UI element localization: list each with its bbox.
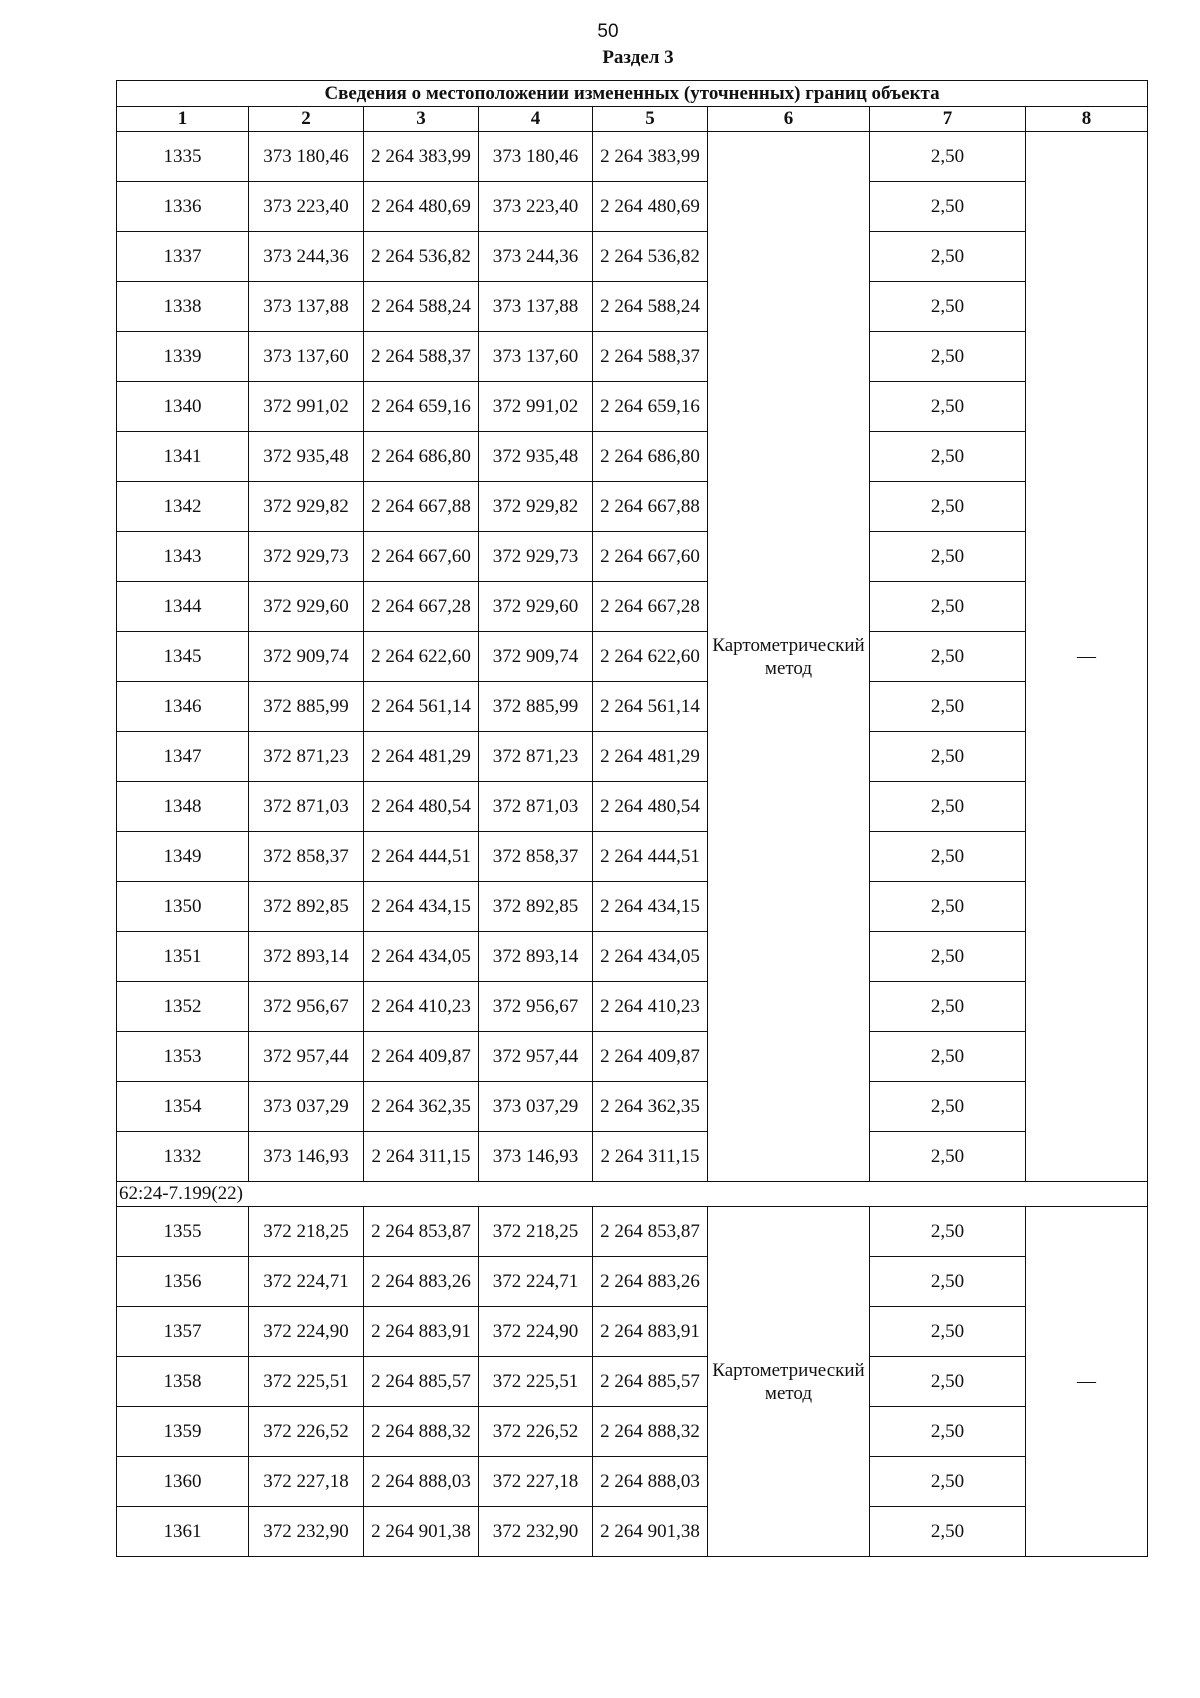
precision-cell: 2,50 — [870, 1082, 1026, 1132]
y-new-cell: 2 264 588,37 — [593, 332, 708, 382]
y-new-cell: 2 264 622,60 — [593, 632, 708, 682]
y-new-cell: 2 264 883,91 — [593, 1307, 708, 1357]
x-existing-cell: 372 956,67 — [249, 982, 364, 1032]
x-new-cell: 373 037,29 — [479, 1082, 593, 1132]
x-existing-cell: 373 037,29 — [249, 1082, 364, 1132]
x-new-cell: 373 137,88 — [479, 282, 593, 332]
y-existing-cell: 2 264 481,29 — [364, 732, 479, 782]
y-existing-cell: 2 264 434,05 — [364, 932, 479, 982]
y-existing-cell: 2 264 383,99 — [364, 132, 479, 182]
y-new-cell: 2 264 444,51 — [593, 832, 708, 882]
y-new-cell: 2 264 667,28 — [593, 582, 708, 632]
point-number-cell: 1340 — [117, 382, 249, 432]
y-existing-cell: 2 264 311,15 — [364, 1132, 479, 1182]
y-existing-cell: 2 264 588,37 — [364, 332, 479, 382]
x-new-cell: 372 232,90 — [479, 1507, 593, 1557]
table-row — [117, 932, 1148, 982]
x-existing-cell: 372 929,73 — [249, 532, 364, 582]
point-number-cell: 1332 — [117, 1132, 249, 1182]
x-new-cell: 372 885,99 — [479, 682, 593, 732]
x-new-cell: 373 180,46 — [479, 132, 593, 182]
y-existing-cell: 2 264 444,51 — [364, 832, 479, 882]
x-existing-cell: 372 929,82 — [249, 482, 364, 532]
precision-cell: 2,50 — [870, 182, 1026, 232]
y-existing-cell: 2 264 434,15 — [364, 882, 479, 932]
table-row — [117, 482, 1148, 532]
table-row — [117, 1082, 1148, 1132]
x-existing-cell: 372 893,14 — [249, 932, 364, 982]
x-existing-cell: 372 858,37 — [249, 832, 364, 882]
x-new-cell: 372 956,67 — [479, 982, 593, 1032]
x-new-cell: 372 871,03 — [479, 782, 593, 832]
point-number-cell: 1337 — [117, 232, 249, 282]
precision-cell: 2,50 — [870, 932, 1026, 982]
x-existing-cell: 372 991,02 — [249, 382, 364, 432]
column-header: 4 — [479, 107, 593, 132]
table-row — [117, 1357, 1148, 1407]
y-existing-cell: 2 264 885,57 — [364, 1357, 479, 1407]
y-existing-cell: 2 264 883,91 — [364, 1307, 479, 1357]
y-existing-cell: 2 264 362,35 — [364, 1082, 479, 1132]
x-existing-cell: 372 871,03 — [249, 782, 364, 832]
method-cell: Картометрический метод — [708, 132, 870, 1182]
point-number-cell: 1358 — [117, 1357, 249, 1407]
x-existing-cell: 372 225,51 — [249, 1357, 364, 1407]
point-number-cell: 1360 — [117, 1457, 249, 1507]
x-new-cell: 372 929,82 — [479, 482, 593, 532]
x-existing-cell: 372 227,18 — [249, 1457, 364, 1507]
point-number-cell: 1356 — [117, 1257, 249, 1307]
table-row — [117, 332, 1148, 382]
y-existing-cell: 2 264 888,03 — [364, 1457, 479, 1507]
point-number-cell: 1341 — [117, 432, 249, 482]
y-new-cell: 2 264 885,57 — [593, 1357, 708, 1407]
precision-cell: 2,50 — [870, 482, 1026, 532]
y-existing-cell: 2 264 901,38 — [364, 1507, 479, 1557]
precision-cell: 2,50 — [870, 1307, 1026, 1357]
table-row — [117, 532, 1148, 582]
point-number-cell: 1350 — [117, 882, 249, 932]
y-new-cell: 2 264 686,80 — [593, 432, 708, 482]
precision-cell: 2,50 — [870, 132, 1026, 182]
precision-cell: 2,50 — [870, 532, 1026, 582]
point-number-cell: 1346 — [117, 682, 249, 732]
x-new-cell: 372 929,60 — [479, 582, 593, 632]
point-number-cell: 1352 — [117, 982, 249, 1032]
table-body — [117, 132, 1148, 1557]
table-row — [117, 1507, 1148, 1557]
x-new-cell: 372 909,74 — [479, 632, 593, 682]
y-existing-cell: 2 264 888,32 — [364, 1407, 479, 1457]
x-new-cell: 373 146,93 — [479, 1132, 593, 1182]
table-row — [117, 132, 1148, 182]
precision-cell: 2,50 — [870, 732, 1026, 782]
table-row — [117, 682, 1148, 732]
x-existing-cell: 372 871,23 — [249, 732, 364, 782]
x-new-cell: 372 225,51 — [479, 1357, 593, 1407]
table-row — [117, 1132, 1148, 1182]
x-new-cell: 372 224,71 — [479, 1257, 593, 1307]
y-new-cell: 2 264 588,24 — [593, 282, 708, 332]
col8-cell: — — [1026, 1207, 1148, 1557]
y-new-cell: 2 264 561,14 — [593, 682, 708, 732]
table-caption: Сведения о местоположении измененных (уточненных) границ объекта — [117, 81, 1148, 107]
group-label: 62:24-7.199(22) — [117, 1182, 1148, 1207]
table-row — [117, 582, 1148, 632]
y-new-cell: 2 264 480,69 — [593, 182, 708, 232]
x-new-cell: 372 871,23 — [479, 732, 593, 782]
x-existing-cell: 372 885,99 — [249, 682, 364, 732]
x-existing-cell: 372 224,90 — [249, 1307, 364, 1357]
y-existing-cell: 2 264 536,82 — [364, 232, 479, 282]
y-new-cell: 2 264 536,82 — [593, 232, 708, 282]
column-header: 5 — [593, 107, 708, 132]
y-new-cell: 2 264 362,35 — [593, 1082, 708, 1132]
x-existing-cell: 372 224,71 — [249, 1257, 364, 1307]
y-existing-cell: 2 264 588,24 — [364, 282, 479, 332]
y-new-cell: 2 264 901,38 — [593, 1507, 708, 1557]
x-existing-cell: 373 223,40 — [249, 182, 364, 232]
boundary-coordinates-table — [116, 80, 1148, 1557]
table-row — [117, 382, 1148, 432]
page-number: 50 — [597, 21, 619, 42]
table-row — [117, 782, 1148, 832]
y-new-cell: 2 264 667,60 — [593, 532, 708, 582]
table-row — [117, 1257, 1148, 1307]
precision-cell: 2,50 — [870, 982, 1026, 1032]
y-new-cell: 2 264 434,05 — [593, 932, 708, 982]
point-number-cell: 1344 — [117, 582, 249, 632]
point-number-cell: 1347 — [117, 732, 249, 782]
point-number-cell: 1357 — [117, 1307, 249, 1357]
point-number-cell: 1339 — [117, 332, 249, 382]
table-row — [117, 282, 1148, 332]
column-header-row — [117, 107, 1148, 132]
x-new-cell: 372 991,02 — [479, 382, 593, 432]
x-new-cell: 373 223,40 — [479, 182, 593, 232]
point-number-cell: 1342 — [117, 482, 249, 532]
y-new-cell: 2 264 410,23 — [593, 982, 708, 1032]
point-number-cell: 1336 — [117, 182, 249, 232]
precision-cell: 2,50 — [870, 882, 1026, 932]
table-row — [117, 1307, 1148, 1357]
x-existing-cell: 373 180,46 — [249, 132, 364, 182]
table-row — [117, 832, 1148, 882]
y-new-cell: 2 264 409,87 — [593, 1032, 708, 1082]
precision-cell: 2,50 — [870, 1357, 1026, 1407]
x-new-cell: 372 935,48 — [479, 432, 593, 482]
y-new-cell: 2 264 481,29 — [593, 732, 708, 782]
precision-cell: 2,50 — [870, 382, 1026, 432]
x-new-cell: 372 957,44 — [479, 1032, 593, 1082]
y-new-cell: 2 264 888,03 — [593, 1457, 708, 1507]
table-row — [117, 882, 1148, 932]
point-number-cell: 1335 — [117, 132, 249, 182]
column-header: 7 — [870, 107, 1026, 132]
x-existing-cell: 372 929,60 — [249, 582, 364, 632]
precision-cell: 2,50 — [870, 232, 1026, 282]
table-row — [117, 1207, 1148, 1257]
column-header: 2 — [249, 107, 364, 132]
x-existing-cell: 373 146,93 — [249, 1132, 364, 1182]
x-existing-cell: 372 909,74 — [249, 632, 364, 682]
x-existing-cell: 372 892,85 — [249, 882, 364, 932]
precision-cell: 2,50 — [870, 282, 1026, 332]
x-existing-cell: 372 957,44 — [249, 1032, 364, 1082]
y-existing-cell: 2 264 409,87 — [364, 1032, 479, 1082]
column-header: 3 — [364, 107, 479, 132]
method-cell: Картометрический метод — [708, 1207, 870, 1557]
x-existing-cell: 372 218,25 — [249, 1207, 364, 1257]
column-header: 1 — [117, 107, 249, 132]
precision-cell: 2,50 — [870, 1207, 1026, 1257]
x-new-cell: 373 244,36 — [479, 232, 593, 282]
point-number-cell: 1361 — [117, 1507, 249, 1557]
col8-cell: — — [1026, 132, 1148, 1182]
y-existing-cell: 2 264 659,16 — [364, 382, 479, 432]
y-new-cell: 2 264 383,99 — [593, 132, 708, 182]
precision-cell: 2,50 — [870, 832, 1026, 882]
table-row — [117, 632, 1148, 682]
table-row — [117, 982, 1148, 1032]
y-existing-cell: 2 264 853,87 — [364, 1207, 479, 1257]
precision-cell: 2,50 — [870, 582, 1026, 632]
precision-cell: 2,50 — [870, 432, 1026, 482]
y-existing-cell: 2 264 480,69 — [364, 182, 479, 232]
precision-cell: 2,50 — [870, 1032, 1026, 1082]
column-header: 8 — [1026, 107, 1148, 132]
y-existing-cell: 2 264 667,88 — [364, 482, 479, 532]
x-existing-cell: 373 244,36 — [249, 232, 364, 282]
y-existing-cell: 2 264 667,28 — [364, 582, 479, 632]
precision-cell: 2,50 — [870, 682, 1026, 732]
x-existing-cell: 373 137,60 — [249, 332, 364, 382]
table-row — [117, 1457, 1148, 1507]
group-label-row — [117, 1182, 1148, 1207]
precision-cell: 2,50 — [870, 1407, 1026, 1457]
point-number-cell: 1349 — [117, 832, 249, 882]
precision-cell: 2,50 — [870, 1257, 1026, 1307]
x-new-cell: 372 892,85 — [479, 882, 593, 932]
precision-cell: 2,50 — [870, 782, 1026, 832]
table-row — [117, 232, 1148, 282]
point-number-cell: 1355 — [117, 1207, 249, 1257]
precision-cell: 2,50 — [870, 1507, 1026, 1557]
x-existing-cell: 372 935,48 — [249, 432, 364, 482]
y-new-cell: 2 264 434,15 — [593, 882, 708, 932]
table-row — [117, 1032, 1148, 1082]
precision-cell: 2,50 — [870, 1132, 1026, 1182]
table-row — [117, 732, 1148, 782]
y-existing-cell: 2 264 883,26 — [364, 1257, 479, 1307]
x-new-cell: 372 858,37 — [479, 832, 593, 882]
y-existing-cell: 2 264 686,80 — [364, 432, 479, 482]
point-number-cell: 1359 — [117, 1407, 249, 1457]
x-new-cell: 373 137,60 — [479, 332, 593, 382]
precision-cell: 2,50 — [870, 1457, 1026, 1507]
point-number-cell: 1345 — [117, 632, 249, 682]
x-existing-cell: 373 137,88 — [249, 282, 364, 332]
point-number-cell: 1343 — [117, 532, 249, 582]
x-new-cell: 372 226,52 — [479, 1407, 593, 1457]
x-existing-cell: 372 232,90 — [249, 1507, 364, 1557]
point-number-cell: 1353 — [117, 1032, 249, 1082]
table-row — [117, 1407, 1148, 1457]
point-number-cell: 1351 — [117, 932, 249, 982]
y-existing-cell: 2 264 667,60 — [364, 532, 479, 582]
y-existing-cell: 2 264 622,60 — [364, 632, 479, 682]
column-header: 6 — [708, 107, 870, 132]
x-new-cell: 372 893,14 — [479, 932, 593, 982]
y-new-cell: 2 264 311,15 — [593, 1132, 708, 1182]
x-new-cell: 372 929,73 — [479, 532, 593, 582]
section-title: Раздел 3 — [602, 47, 674, 68]
x-existing-cell: 372 226,52 — [249, 1407, 364, 1457]
point-number-cell: 1354 — [117, 1082, 249, 1132]
y-new-cell: 2 264 480,54 — [593, 782, 708, 832]
y-existing-cell: 2 264 480,54 — [364, 782, 479, 832]
y-new-cell: 2 264 883,26 — [593, 1257, 708, 1307]
point-number-cell: 1348 — [117, 782, 249, 832]
y-new-cell: 2 264 853,87 — [593, 1207, 708, 1257]
y-new-cell: 2 264 659,16 — [593, 382, 708, 432]
precision-cell: 2,50 — [870, 332, 1026, 382]
y-new-cell: 2 264 667,88 — [593, 482, 708, 532]
point-number-cell: 1338 — [117, 282, 249, 332]
precision-cell: 2,50 — [870, 632, 1026, 682]
y-new-cell: 2 264 888,32 — [593, 1407, 708, 1457]
y-existing-cell: 2 264 410,23 — [364, 982, 479, 1032]
table-row — [117, 432, 1148, 482]
x-new-cell: 372 224,90 — [479, 1307, 593, 1357]
table-row — [117, 182, 1148, 232]
x-new-cell: 372 218,25 — [479, 1207, 593, 1257]
y-existing-cell: 2 264 561,14 — [364, 682, 479, 732]
x-new-cell: 372 227,18 — [479, 1457, 593, 1507]
